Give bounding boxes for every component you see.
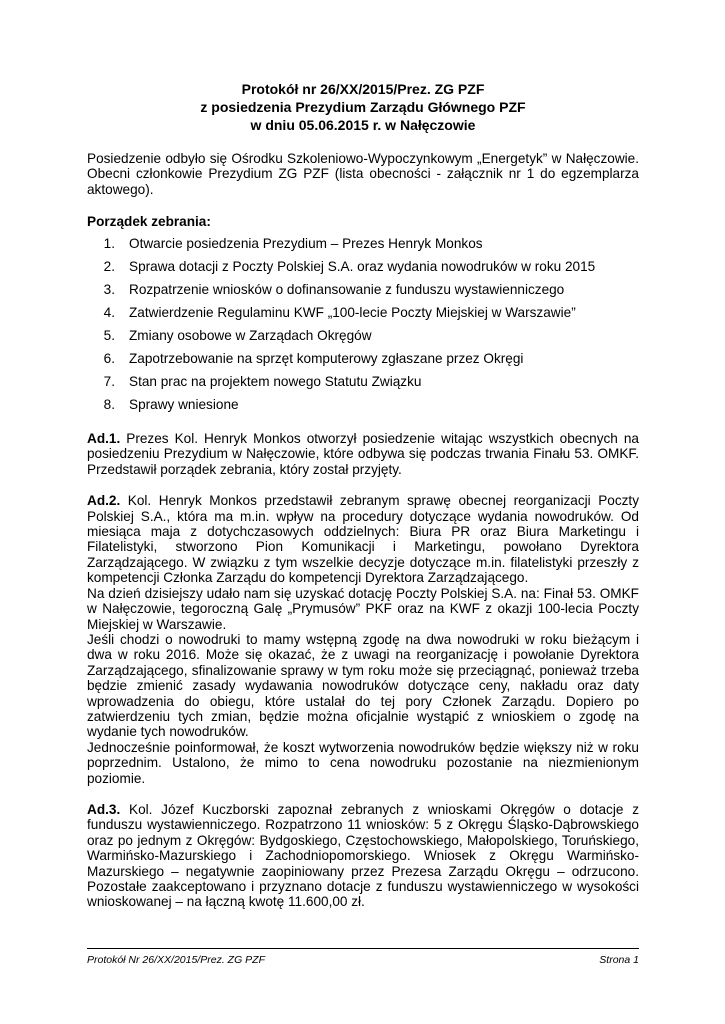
ad2-paragraph-2: Na dzień dzisiejszy udało nam się uzyskać dotację Poczty Polskiej S.A. na: Finał 53. OMKF w Nałęczowie, tegoroczną Galę „Prymusów” PKF oraz na KWF z okazji 100-lecia Poczty Miejskiej w Warszawie. [87, 585, 639, 632]
agenda-item: 7. Stan prac na projektem nowego Statutu Związku [103, 373, 422, 389]
agenda-item: 2. Sprawa dotacji z Poczty Polskiej S.A. oraz wydania nowodruków w roku 2015 [103, 258, 596, 274]
document-page [87, 80, 639, 926]
ad3-label: Ad.3. [87, 801, 121, 817]
title-line-1: Protokół nr 26/XX/2015/Prez. ZG PZF [241, 81, 485, 97]
agenda-heading: Porządek zebrania: [87, 214, 211, 230]
ad1-label: Ad.1. [87, 431, 121, 447]
agenda-item: 1. Otwarcie posiedzenia Prezydium – Prezes Henryk Monkos [103, 235, 483, 251]
agenda-item: 3. Rozpatrzenie wniosków o dofinansowanie z funduszu wystawienniczego [103, 281, 565, 297]
ad2-paragraph-1: Ad.2. Kol. Henryk Monkos przedstawił zebranym sprawę obecnej reorganizacji Poczty Polskiej S.A., która ma m.in. wpływ na procedury dotyczące wydania nowodruków. Od miesiąca maja z dotychczasowych oddzielnych: Biura PR oraz Biura Marketingu i Filatelistyki, stworzono Pion Komunikacji i Marketingu, powołano Dyrektora Zarządzającego. W związku z tym wszelkie decyzje dotyczące m.in. filatelistyki przeszły z kompetencji Członka Zarządu do kompetencji Dyrektora Zarządzającego. [87, 493, 639, 586]
agenda-item: 4. Zatwierdzenie Regulaminu KWF „100-lecie Poczty Miejskiej w Warszawie” [103, 304, 576, 320]
ad2-paragraph-4: Jednocześnie poinformował, że koszt wytworzenia nowodruków będzie większy niż w roku poprzednim. Ustalono, że mimo to cena nowodruku pozostanie na niezmienionym poziomie. [87, 739, 639, 786]
footer-page-number: Strona 1 [599, 954, 639, 966]
agenda-list [87, 236, 639, 412]
intro-paragraph: Posiedzenie odbyło się Ośrodku Szkoleniowo-Wypoczynkowym „Energetyk” w Nałęczowie. Obecni członkowie Prezydium ZG PZF (lista obecności - załącznik nr 1 do egzemplarza aktowego). [87, 151, 639, 197]
ad2-paragraph-3: Jeśli chodzi o nowodruki to mamy wstępną zgodę na dwa nowodruki w roku bieżącym i dwa w roku 2016. Może się okazać, że z uwagi na reorganizację i powołanie Dyrektora Zarządzającego, sfinalizowanie sprawy w tym roku może się przeciągnąć, ponieważ trzeba będzie zmienić zasady wydawania nowodruków dotyczące ceny, nakładu oraz daty wprowadzenia do obiegu, które ustalał do tej pory Członek Zarządu. Dopiero po zatwierdzeniu tych zmian, będzie można oficjalnie wystąpić z wnioskiem o zgodę na wydanie tych nowodruków. [87, 631, 639, 740]
footer-document-id: Protokół Nr 26/XX/2015/Prez. ZG PZF [87, 954, 265, 966]
title-line-2: z posiedzenia Prezydium Zarządu Głównego PZF [200, 99, 526, 115]
document-title [87, 80, 639, 134]
agenda-item: 8. Sprawy wniesione [103, 396, 239, 412]
agenda-item: 5. Zmiany osobowe w Zarządach Okręgów [103, 327, 372, 343]
ad2-section [87, 493, 639, 786]
page-footer [87, 948, 639, 966]
ad1-paragraph: Ad.1. Prezes Kol. Henryk Monkos otworzył posiedzenie witając wszystkich obecnych na posiedzeniu Prezydium w Nałęczowie, które odbywa się podczas trwania Finału 53. OMKF. Przedstawił porządek zebrania, który został przyjęty. [87, 431, 639, 477]
ad2-label: Ad.2. [87, 493, 121, 509]
title-line-3: w dniu 05.06.2015 r. w Nałęczowie [250, 117, 476, 133]
ad3-paragraph: Ad.3. Kol. Józef Kuczborski zapoznał zebranych z wnioskami Okręgów o dotacje z funduszu wystawienniczego. Rozpatrzono 11 wniosków: 5 z Okręgu Śląsko-Dąbrowskiego oraz po jednym z Okręgów: Bydgoskiego, Częstochowskiego, Małopolskiego, Toruńskiego, Warmińsko-Mazurskiego i Zachodniopomorskiego. Wniosek z Okręgu Warmińsko-Mazurskiego – negatywnie zaopiniowany przez Prezesa Zarządu Okręgu – odrzucono. Pozostałe zaakceptowano i przyznano dotacje z funduszu wystawienniczego w wysokości wnioskowanej – na łączną kwotę 11.600,00 zł. [87, 801, 639, 910]
agenda-item: 6. Zapotrzebowanie na sprzęt komputerowy zgłaszane przez Okręgi [103, 350, 524, 366]
